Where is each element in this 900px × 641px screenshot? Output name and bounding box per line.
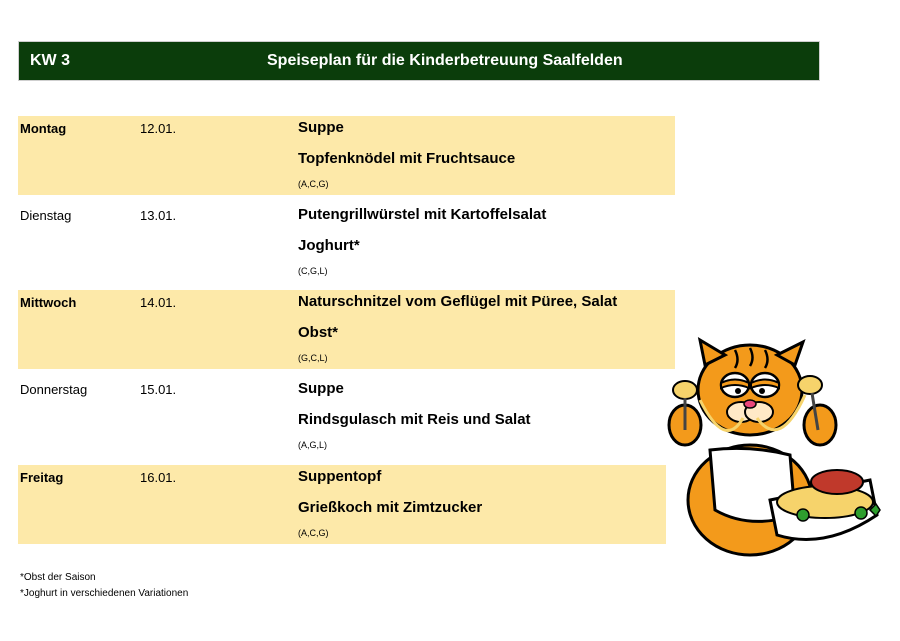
meal-primary: Suppe — [298, 119, 344, 136]
day-name: Donnerstag — [20, 382, 88, 397]
meal-secondary: Topfenknödel mit Fruchtsauce — [298, 150, 516, 167]
week-label: KW 3 — [30, 52, 70, 69]
day-date: 15.01. — [140, 382, 177, 397]
day-name: Freitag — [20, 470, 64, 485]
day-row-wednesday — [18, 290, 675, 369]
footnote-fruit: *Obst der Saison — [20, 572, 96, 583]
day-name: Montag — [20, 121, 67, 136]
meal-primary: Putengrillwürstel mit Kartoffelsalat — [298, 206, 547, 223]
day-name: Dienstag — [20, 208, 72, 223]
menu-header — [18, 41, 820, 81]
day-row-thursday — [18, 377, 668, 456]
day-date: 12.01. — [140, 121, 177, 136]
meal-primary: Suppentopf — [298, 468, 382, 485]
day-date: 13.01. — [140, 208, 177, 223]
day-row-tuesday — [18, 203, 675, 282]
day-date: 14.01. — [140, 295, 177, 310]
allergen-codes: (G,C,L) — [298, 353, 328, 363]
day-name: Mittwoch — [20, 295, 77, 310]
day-row-friday — [18, 465, 666, 544]
allergen-codes: (A,G,L) — [298, 440, 328, 450]
day-date: 16.01. — [140, 470, 177, 485]
footnote-yogurt: *Joghurt in verschiedenen Variationen — [20, 588, 189, 599]
footnotes — [20, 570, 188, 602]
meal-secondary: Rindsgulasch mit Reis und Salat — [298, 411, 531, 428]
meal-secondary: Obst* — [298, 324, 339, 341]
meal-secondary: Joghurt* — [298, 237, 360, 254]
meal-secondary: Grießkoch mit Zimtzucker — [298, 499, 483, 516]
menu-title: Speiseplan für die Kinderbetreuung Saalfelden — [267, 52, 623, 69]
cartoon-cat-eating-spaghetti-illustration — [655, 330, 885, 565]
meal-primary: Suppe — [298, 380, 344, 397]
meal-primary: Naturschnitzel vom Geflügel mit Püree, Salat — [298, 293, 618, 310]
allergen-codes: (C,G,L) — [298, 266, 328, 276]
allergen-codes: (A,C,G) — [298, 179, 329, 189]
allergen-codes: (A,C,G) — [298, 528, 329, 538]
day-row-monday — [18, 116, 675, 195]
